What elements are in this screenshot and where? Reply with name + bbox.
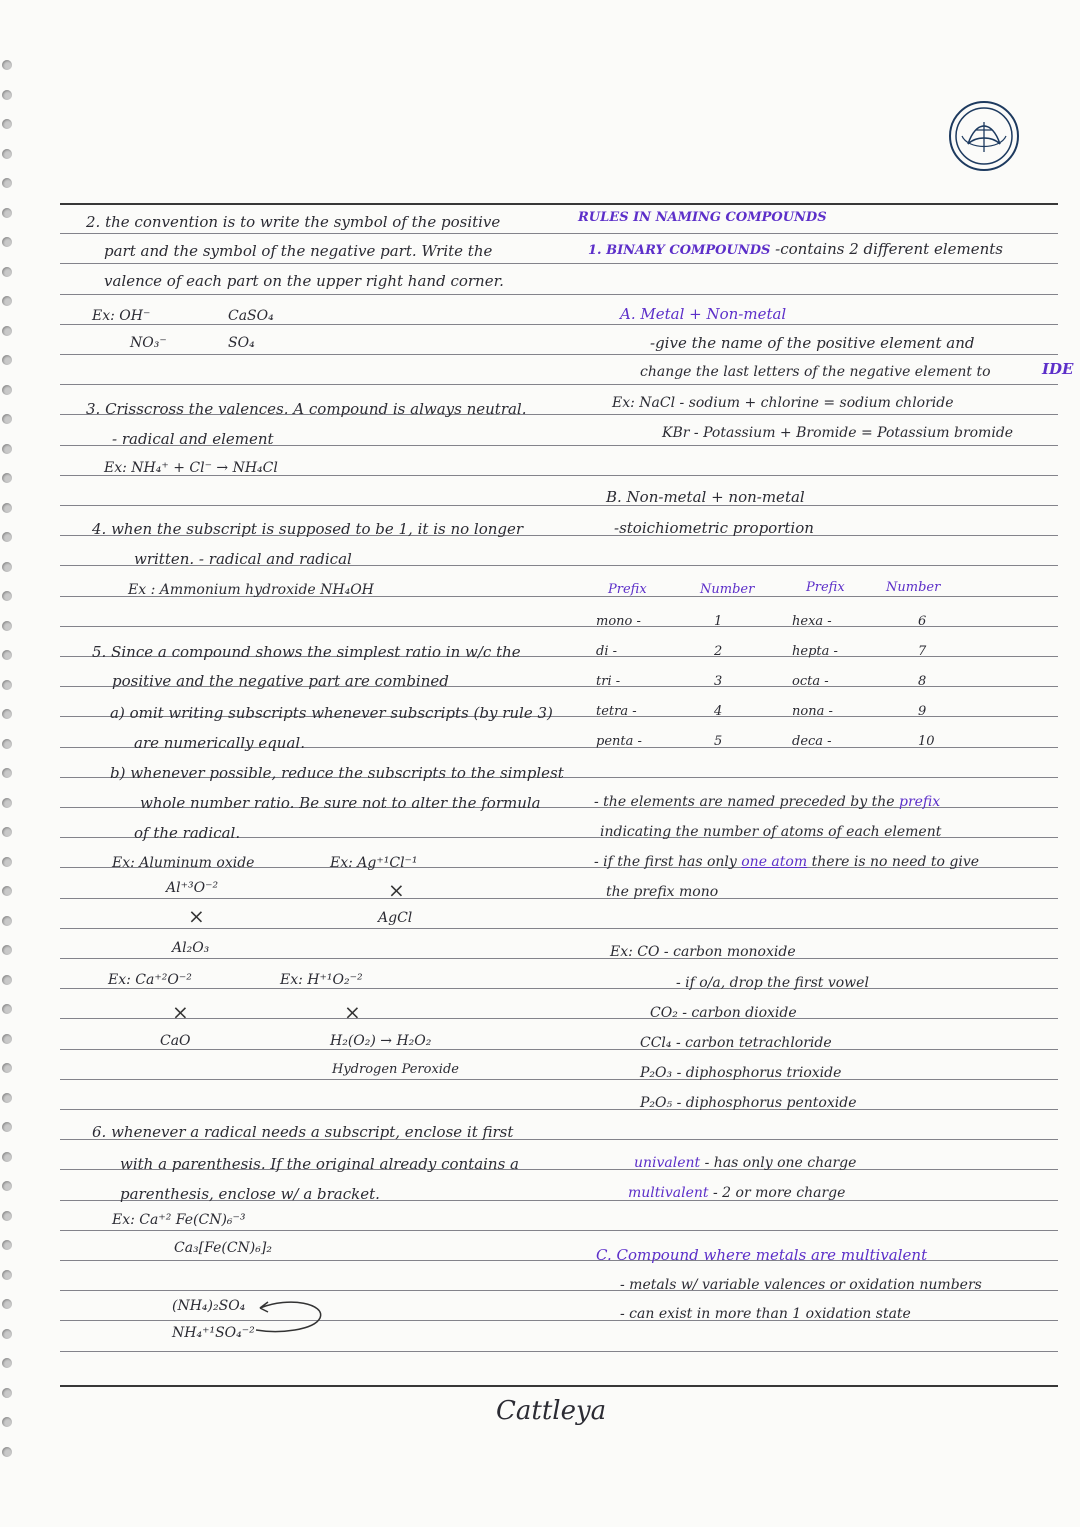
- B-ex6: P₂O₅ - diphosphorus pentoxide: [640, 1095, 857, 1111]
- spiral-binding: [0, 60, 16, 1480]
- prefix-cell: deca -: [792, 734, 832, 749]
- ruled-line: [60, 505, 1058, 506]
- rule5-ex2-cross: ×: [388, 878, 405, 902]
- rule5-ex3-title: Ex: Ca⁺²O⁻²: [108, 972, 192, 988]
- prefix-cell: 10: [918, 734, 935, 749]
- ruled-line: [60, 294, 1058, 295]
- rule5-ex2-result: AgCl: [378, 910, 413, 926]
- spiral-hole: [2, 827, 12, 837]
- univalent-desc: - has only one charge: [704, 1155, 857, 1171]
- B-ex3: CO₂ - carbon dioxide: [650, 1005, 797, 1021]
- prefix-header-1: Prefix: [608, 582, 647, 597]
- rule6-ex2: Ca₃[Fe(CN)₆]₂: [174, 1240, 272, 1256]
- prefix-cell: hepta -: [792, 644, 838, 659]
- prefix-cell: 3: [714, 674, 723, 689]
- binary-title: 1. BINARY COMPOUNDS: [588, 243, 771, 258]
- prefix-cell: 9: [918, 704, 927, 719]
- B-note1: [594, 794, 940, 810]
- rule5-ex1-title: Ex: Aluminum oxide: [112, 855, 255, 871]
- rule6-ex3: (NH₄)₂SO₄: [172, 1298, 246, 1314]
- spiral-hole: [2, 444, 12, 454]
- rule2-ex-no3: NO₃⁻: [130, 335, 167, 351]
- ruled-line: [60, 263, 1058, 264]
- spiral-hole: [2, 385, 12, 395]
- spiral-hole: [2, 739, 12, 749]
- spiral-hole: [2, 1004, 12, 1014]
- ruled-line: [60, 324, 1058, 325]
- prefix-cell: 1: [714, 614, 723, 629]
- A-desc1: -give the name of the positive element and: [650, 334, 975, 352]
- rule4-ex: Ex : Ammonium hydroxide NH₄OH: [128, 582, 374, 598]
- rule5-ex1-formula: Al⁺³O⁻²: [166, 880, 219, 896]
- B-ex5: P₂O₃ - diphosphorus trioxide: [640, 1065, 842, 1081]
- spiral-hole: [2, 237, 12, 247]
- rule5-ex1-result: Al₂O₃: [172, 940, 210, 956]
- prefix-cell: di -: [596, 644, 618, 659]
- prefix-header-2: Prefix: [806, 580, 845, 595]
- B-ex4: CCl₄ - carbon tetrachloride: [640, 1035, 832, 1051]
- spiral-hole: [2, 916, 12, 926]
- spiral-hole: [2, 768, 12, 778]
- spiral-hole: [2, 90, 12, 100]
- ruled-line: [60, 958, 1058, 959]
- B-note4: the prefix mono: [606, 884, 719, 900]
- rule6-ex4: NH₄⁺¹SO₄⁻²: [172, 1325, 255, 1341]
- B-note1-text: - the elements are named preceded by the: [594, 794, 895, 810]
- rule5-ex4-result: H₂(O₂) → H₂O₂: [330, 1033, 432, 1049]
- rule5-ex1-cross: ×: [188, 904, 205, 928]
- spiral-hole: [2, 1417, 12, 1427]
- rule5-ex4-title: Ex: H⁺¹O₂⁻²: [280, 972, 363, 988]
- rule6-line3-text: parenthesis, enclose w/ a bracket.: [120, 1185, 380, 1203]
- B-note3: [594, 854, 979, 870]
- A-desc2: change the last letters of the negative element to: [640, 364, 991, 380]
- ruled-line: [60, 1351, 1058, 1352]
- B-ex2: - if o/a, drop the first vowel: [676, 975, 869, 991]
- rule3-line2: - radical and element: [112, 430, 274, 448]
- rule3-line1: 3. Crisscross the valences. A compound is always neutral.: [86, 400, 527, 418]
- ruled-line: [60, 626, 1058, 627]
- rule5-line4: are numerically equal.: [134, 734, 305, 752]
- spiral-hole: [2, 1270, 12, 1280]
- number-header-2: Number: [886, 580, 941, 595]
- right-heading: RULES IN NAMING COMPOUNDS: [578, 210, 827, 225]
- spiral-hole: [2, 1299, 12, 1309]
- ruled-line: [60, 233, 1058, 234]
- spiral-hole: [2, 208, 12, 218]
- spiral-hole: [2, 149, 12, 159]
- rule5-ex3-result: CaO: [160, 1033, 191, 1049]
- spiral-hole: [2, 857, 12, 867]
- B-note3-c: there is no need to give: [811, 854, 980, 870]
- ruled-line: [60, 1018, 1058, 1019]
- multivalent-line: [628, 1185, 845, 1201]
- rule6-line2: with a parenthesis. If the original already contains a: [120, 1155, 520, 1173]
- ruled-line: [60, 898, 1058, 899]
- B-title: B. Non-metal + non-metal: [606, 488, 805, 506]
- ruled-line: [60, 1049, 1058, 1050]
- rule5-ex4-cross: ×: [344, 1000, 361, 1024]
- rule3-ex: Ex: NH₄⁺ + Cl⁻ → NH₄Cl: [104, 460, 278, 476]
- spiral-hole: [2, 267, 12, 277]
- prefix-cell: 4: [714, 704, 723, 719]
- rule5-line1: 5. Since a compound shows the simplest ratio in w/c the: [92, 643, 521, 661]
- spiral-hole: [2, 1211, 12, 1221]
- spiral-hole: [2, 945, 12, 955]
- spiral-hole: [2, 296, 12, 306]
- rule6-ex1: Ex: Ca⁺² Fe(CN)₆⁻³: [112, 1212, 246, 1228]
- spiral-hole: [2, 798, 12, 808]
- A-title: A. Metal + Non-metal: [620, 305, 787, 323]
- rule4-line2: written. - radical and radical: [134, 550, 352, 568]
- ruled-line: [60, 1079, 1058, 1080]
- spiral-hole: [2, 1358, 12, 1368]
- prefix-cell: tetra -: [596, 704, 637, 719]
- rule6-line1: 6. whenever a radical needs a subscript, enclose it first: [92, 1123, 514, 1141]
- spiral-hole: [2, 975, 12, 985]
- rule2-ex-caso4: CaSO₄: [228, 308, 274, 324]
- rule4-line1: 4. when the subscript is supposed to be 1, it is no longer: [92, 520, 524, 538]
- spiral-hole: [2, 1447, 12, 1457]
- B-note2: indicating the number of atoms of each element: [600, 824, 942, 840]
- C-title: C. Compound where metals are multivalent: [596, 1246, 928, 1264]
- A-ex2: KBr - Potassium + Bromide = Potassium bromide: [662, 425, 1014, 441]
- spiral-hole: [2, 1093, 12, 1103]
- rule2-ex-oh: Ex: OH⁻: [92, 308, 151, 324]
- rule5-ex4-name: Hydrogen Peroxide: [332, 1062, 459, 1077]
- A-ide: IDE: [1042, 360, 1074, 378]
- spiral-hole: [2, 1063, 12, 1073]
- rule5-line5: b) whenever possible, reduce the subscripts to the simplest: [110, 764, 564, 782]
- rule2-line2: part and the symbol of the negative part. Write the: [104, 242, 493, 260]
- B-ex1: Ex: CO - carbon monoxide: [610, 944, 796, 960]
- spiral-hole: [2, 503, 12, 513]
- spiral-hole: [2, 680, 12, 690]
- ruled-line: [60, 384, 1058, 385]
- bottom-rule: [60, 1385, 1058, 1387]
- spiral-hole: [2, 60, 12, 70]
- spiral-hole: [2, 119, 12, 129]
- spiral-hole: [2, 1152, 12, 1162]
- rule5-line7: of the radical.: [134, 824, 241, 842]
- prefix-cell: octa -: [792, 674, 829, 689]
- spiral-hole: [2, 650, 12, 660]
- number-header-1: Number: [700, 582, 755, 597]
- prefix-cell: 5: [714, 734, 723, 749]
- binary-desc: -contains 2 different elements: [775, 240, 1003, 258]
- ruled-line: [60, 354, 1058, 355]
- ruled-line: [60, 203, 1058, 205]
- ruled-line: [60, 1230, 1058, 1231]
- ruled-line: [60, 988, 1058, 989]
- spiral-hole: [2, 886, 12, 896]
- rule5-ex2-title: Ex: Ag⁺¹Cl⁻¹: [330, 855, 418, 871]
- prefix-cell: 7: [918, 644, 927, 659]
- prefix-cell: penta -: [596, 734, 642, 749]
- spiral-hole: [2, 355, 12, 365]
- rule5-ex3-cross: ×: [172, 1000, 189, 1024]
- spiral-hole: [2, 591, 12, 601]
- spiral-hole: [2, 326, 12, 336]
- A-ex1: Ex: NaCl - sodium + chlorine = sodium chloride: [612, 395, 954, 411]
- rule5-line3: a) omit writing subscripts whenever subscripts (by rule 3): [110, 704, 553, 722]
- C-desc2: - can exist in more than 1 oxidation state: [620, 1306, 911, 1322]
- spiral-hole: [2, 709, 12, 719]
- rule6-line3: [120, 1185, 380, 1203]
- spiral-hole: [2, 621, 12, 631]
- seal-logo: [948, 100, 1020, 172]
- spiral-hole: [2, 1329, 12, 1339]
- ruled-line: [60, 928, 1058, 929]
- spiral-hole: [2, 1240, 12, 1250]
- spiral-hole: [2, 1388, 12, 1398]
- prefix-cell: 2: [714, 644, 723, 659]
- univalent-line: [634, 1155, 856, 1171]
- prefix-cell: mono -: [596, 614, 641, 629]
- prefix-cell: 6: [918, 614, 927, 629]
- prefix-cell: hexa -: [792, 614, 832, 629]
- univalent-term: univalent: [634, 1155, 701, 1171]
- rule2-line3: valence of each part on the upper right hand corner.: [104, 272, 504, 290]
- B-note3-a: - if the first has only: [594, 854, 737, 870]
- spiral-hole: [2, 562, 12, 572]
- rule2-line1: 2. the convention is to write the symbol of the positive: [86, 213, 501, 231]
- prefix-cell: tri -: [596, 674, 621, 689]
- spiral-hole: [2, 1122, 12, 1132]
- curved-arrow-icon: [250, 1296, 330, 1336]
- ruled-line: [60, 1109, 1058, 1110]
- rule5-line6: whole number ratio. Be sure not to alter the formula: [140, 794, 541, 812]
- signature: Cattleya: [496, 1396, 607, 1426]
- spiral-hole: [2, 1034, 12, 1044]
- B-note3-b: one atom: [741, 854, 808, 870]
- C-desc1: - metals w/ variable valences or oxidation numbers: [620, 1277, 982, 1293]
- multivalent-desc: - 2 or more charge: [713, 1185, 846, 1201]
- binary-line: [588, 240, 1003, 258]
- multivalent-term: multivalent: [628, 1185, 709, 1201]
- spiral-hole: [2, 178, 12, 188]
- prefix-cell: 8: [918, 674, 927, 689]
- spiral-hole: [2, 1181, 12, 1191]
- spiral-hole: [2, 473, 12, 483]
- prefix-cell: nona -: [792, 704, 833, 719]
- spiral-hole: [2, 414, 12, 424]
- B-desc: -stoichiometric proportion: [614, 519, 814, 537]
- spiral-hole: [2, 532, 12, 542]
- rule2-ex-so4: SO₄: [228, 335, 255, 351]
- rule5-line2: positive and the negative part are combined: [112, 672, 449, 690]
- B-note1-prefix: prefix: [898, 794, 941, 810]
